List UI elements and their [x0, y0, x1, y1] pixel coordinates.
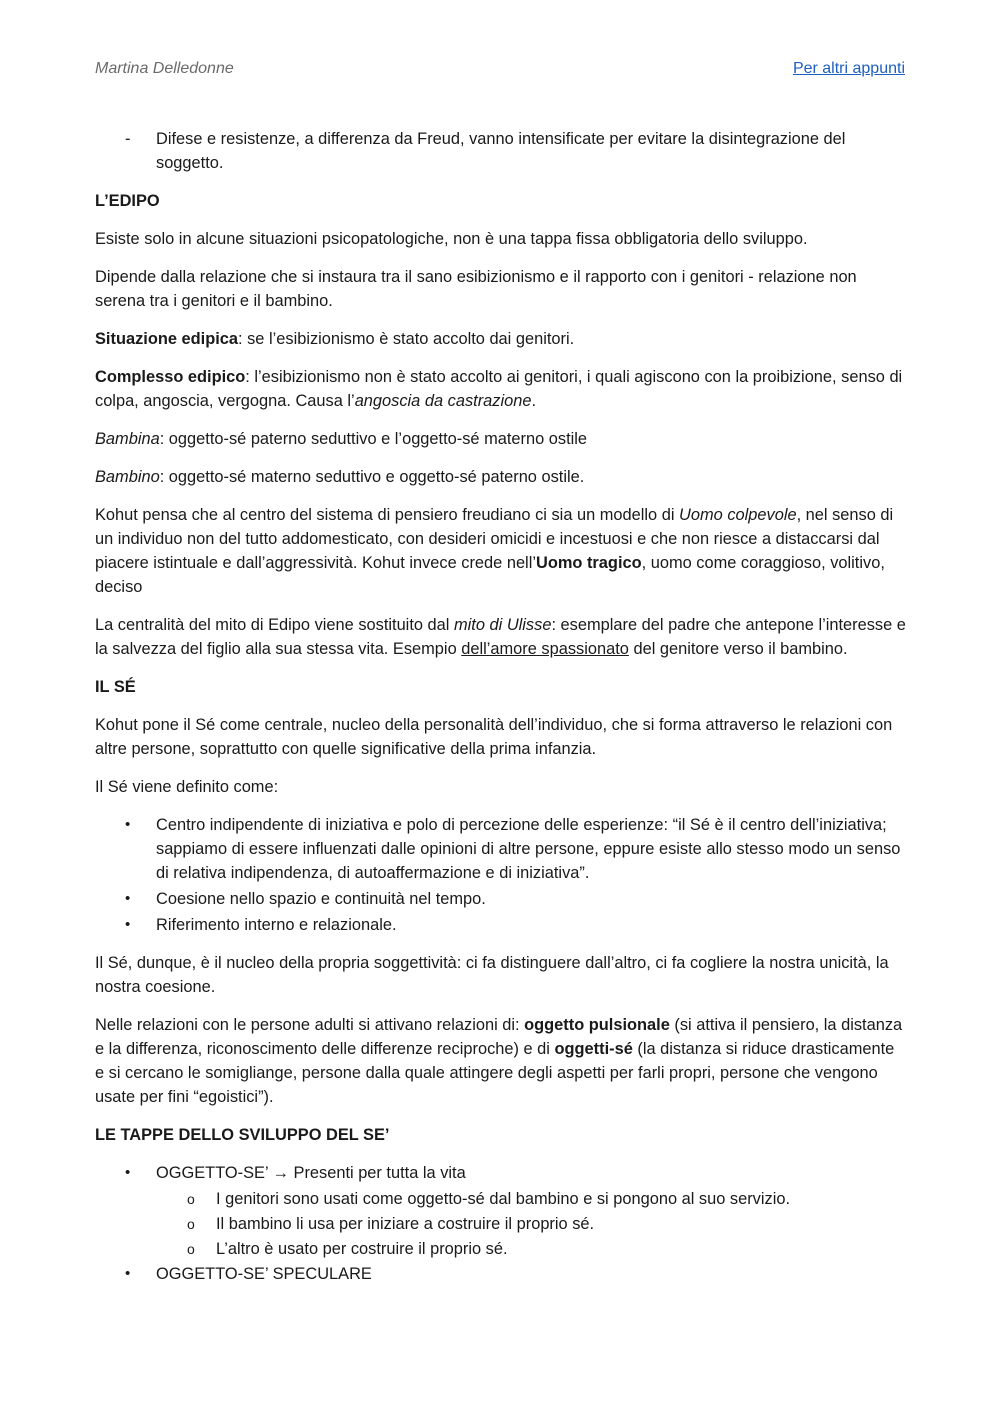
paragraph — [95, 613, 907, 661]
circle-marker: o — [187, 1191, 195, 1207]
paragraph — [95, 365, 907, 413]
text-span: : se l’esibizionismo è stato accolto dai genitori. — [238, 330, 575, 348]
bullet-marker: • — [125, 916, 131, 933]
other-notes-link[interactable]: Per altri appunti — [792, 60, 905, 77]
paragraph: Esiste solo in alcune situazioni psicopatologiche, non è una tappa fissa obbligatoria dello sviluppo. — [95, 230, 808, 248]
list-item-text: OGGETTO-SE’ SPECULARE — [156, 1265, 372, 1283]
text-span: , nel senso di un individuo non del tutto addomesticato, con desideri omicidi e incestuosi e che non riesce a distaccarsi dal piacere istintuale e dall’aggressività. Kohut invece crede nell’ — [95, 506, 894, 572]
document-body — [95, 127, 907, 1300]
paragraph: Il Sé viene definito come: — [95, 778, 279, 796]
text-span: (si attiva il pensiero, la distanza e la differenza, riconoscimento delle differenze reciproche) e di — [95, 1016, 903, 1058]
sub-item-text: I genitori sono usati come oggetto-sé dal bambino e si pongono al suo servizio. — [216, 1190, 791, 1208]
dash-list-item — [95, 127, 907, 175]
term-bold: Uomo tragico — [535, 554, 642, 572]
circle-marker: o — [187, 1241, 195, 1257]
list-item-text: Coesione nello spazio e continuità nel tempo. — [156, 890, 486, 908]
text-span: Nelle relazioni con le persone adulti si attivano relazioni di: — [95, 1016, 525, 1034]
heading-edipo: L’EDIPO — [95, 192, 160, 210]
list-item-text: OGGETTO-SE’ → Presenti per tutta la vita — [156, 1164, 466, 1182]
tappe-list — [95, 1161, 907, 1286]
paragraph: Il Sé, dunque, è il nucleo della propria soggettività: ci fa distinguere dall’altro, ci fa cogliere la nostra unicità, la nostra coesione. — [95, 954, 889, 996]
paragraph — [95, 1013, 907, 1109]
paragraph — [95, 427, 907, 451]
dash-marker: - — [125, 130, 131, 148]
list-item — [95, 1262, 907, 1286]
list-item-text: Centro indipendente di iniziativa e polo di percezione delle esperienze: “il Sé è il centro dell’iniziativa; sappiamo di essere influenzati dalle opinioni di altre persone, eppure esiste allo stesso modo un senso di relativa indipendenza, di autoaffermazione e di iniziativa”. — [156, 816, 901, 882]
term-italic: Bambino — [95, 468, 160, 486]
text-span: La centralità del mito di Edipo viene sostituito dal — [95, 616, 454, 634]
text-span: : l’esibizionismo non è stato accolto ai genitori, i quali agiscono con la proibizione, senso di colpa, angoscia, vergogna. Causa l’ — [95, 368, 903, 410]
text-span: del genitore verso il bambino. — [628, 640, 848, 658]
circle-marker: o — [187, 1216, 195, 1232]
term-bold: Situazione edipica — [95, 330, 238, 348]
header-author: Martina Delledonne — [95, 60, 234, 77]
sub-item-text: Il bambino li usa per iniziare a costruire il proprio sé. — [216, 1215, 595, 1233]
dash-item-text: Difese e resistenze, a differenza da Freud, vanno intensificate per evitare la disintegrazione del soggetto. — [156, 130, 846, 172]
sub-list-item — [95, 1237, 907, 1261]
bullet-marker: • — [125, 1265, 131, 1282]
text-span: : oggetto-sé paterno seduttivo e l’oggetto-sé materno ostile — [159, 430, 588, 448]
list-item-text: Riferimento interno e relazionale. — [156, 916, 397, 934]
heading-se: IL SÉ — [95, 678, 136, 696]
sub-list-item — [95, 1187, 907, 1211]
paragraph — [95, 503, 907, 599]
text-span: , uomo come coraggioso, volitivo, deciso — [95, 554, 885, 596]
text-span: (la distanza si riduce drasticamente e si cercano le somigliange, persone dalla quale attingere degli aspetti per farli propri, persone che vengono usate per fini “egoistici”). — [95, 1040, 895, 1106]
paragraph — [95, 465, 907, 489]
paragraph: Dipende dalla relazione che si instaura tra il sano esibizionismo e il rapporto con i genitori - relazione non serena tra i genitori e il bambino. — [95, 268, 857, 310]
term-italic: mito di Ulisse — [453, 616, 552, 634]
bullet-marker: • — [125, 890, 131, 907]
term-underline: dell’amore spassionato — [461, 640, 629, 658]
term-bold: oggetto pulsionale — [524, 1016, 670, 1034]
bullet-marker: • — [125, 1164, 131, 1181]
term-italic: Uomo colpevole — [679, 506, 797, 524]
list-item — [95, 887, 907, 911]
paragraph: Kohut pone il Sé come centrale, nucleo della personalità dell’individuo, che si forma attraverso le relazioni con altre persone, soprattutto con quelle significative della prima infanzia. — [95, 716, 893, 758]
se-definition-list — [95, 813, 907, 937]
term-italic: angoscia da castrazione — [354, 392, 532, 410]
term-bold: Complesso edipico — [95, 368, 246, 386]
text-span: : esemplare del padre che antepone l’interesse e la salvezza del figlio alla sua stessa vita. Esempio — [95, 616, 906, 658]
text-span: Kohut pensa che al centro del sistema di pensiero freudiano ci sia un modello di — [95, 506, 680, 524]
paragraph — [95, 327, 907, 351]
list-item — [95, 1161, 907, 1185]
text-span: : oggetto-sé materno seduttivo e oggetto-sé paterno ostile. — [159, 468, 585, 486]
text-span: . — [531, 392, 537, 410]
heading-tappe: LE TAPPE DELLO SVILUPPO DEL SE’ — [95, 1126, 390, 1144]
list-item — [95, 813, 907, 885]
sub-list-item — [95, 1212, 907, 1236]
term-bold: oggetti-sé — [554, 1040, 633, 1058]
bullet-marker: • — [125, 816, 131, 833]
list-item — [95, 913, 907, 937]
sub-item-text: L’altro è usato per costruire il proprio sé. — [216, 1240, 508, 1258]
term-italic: Bambina — [95, 430, 160, 448]
